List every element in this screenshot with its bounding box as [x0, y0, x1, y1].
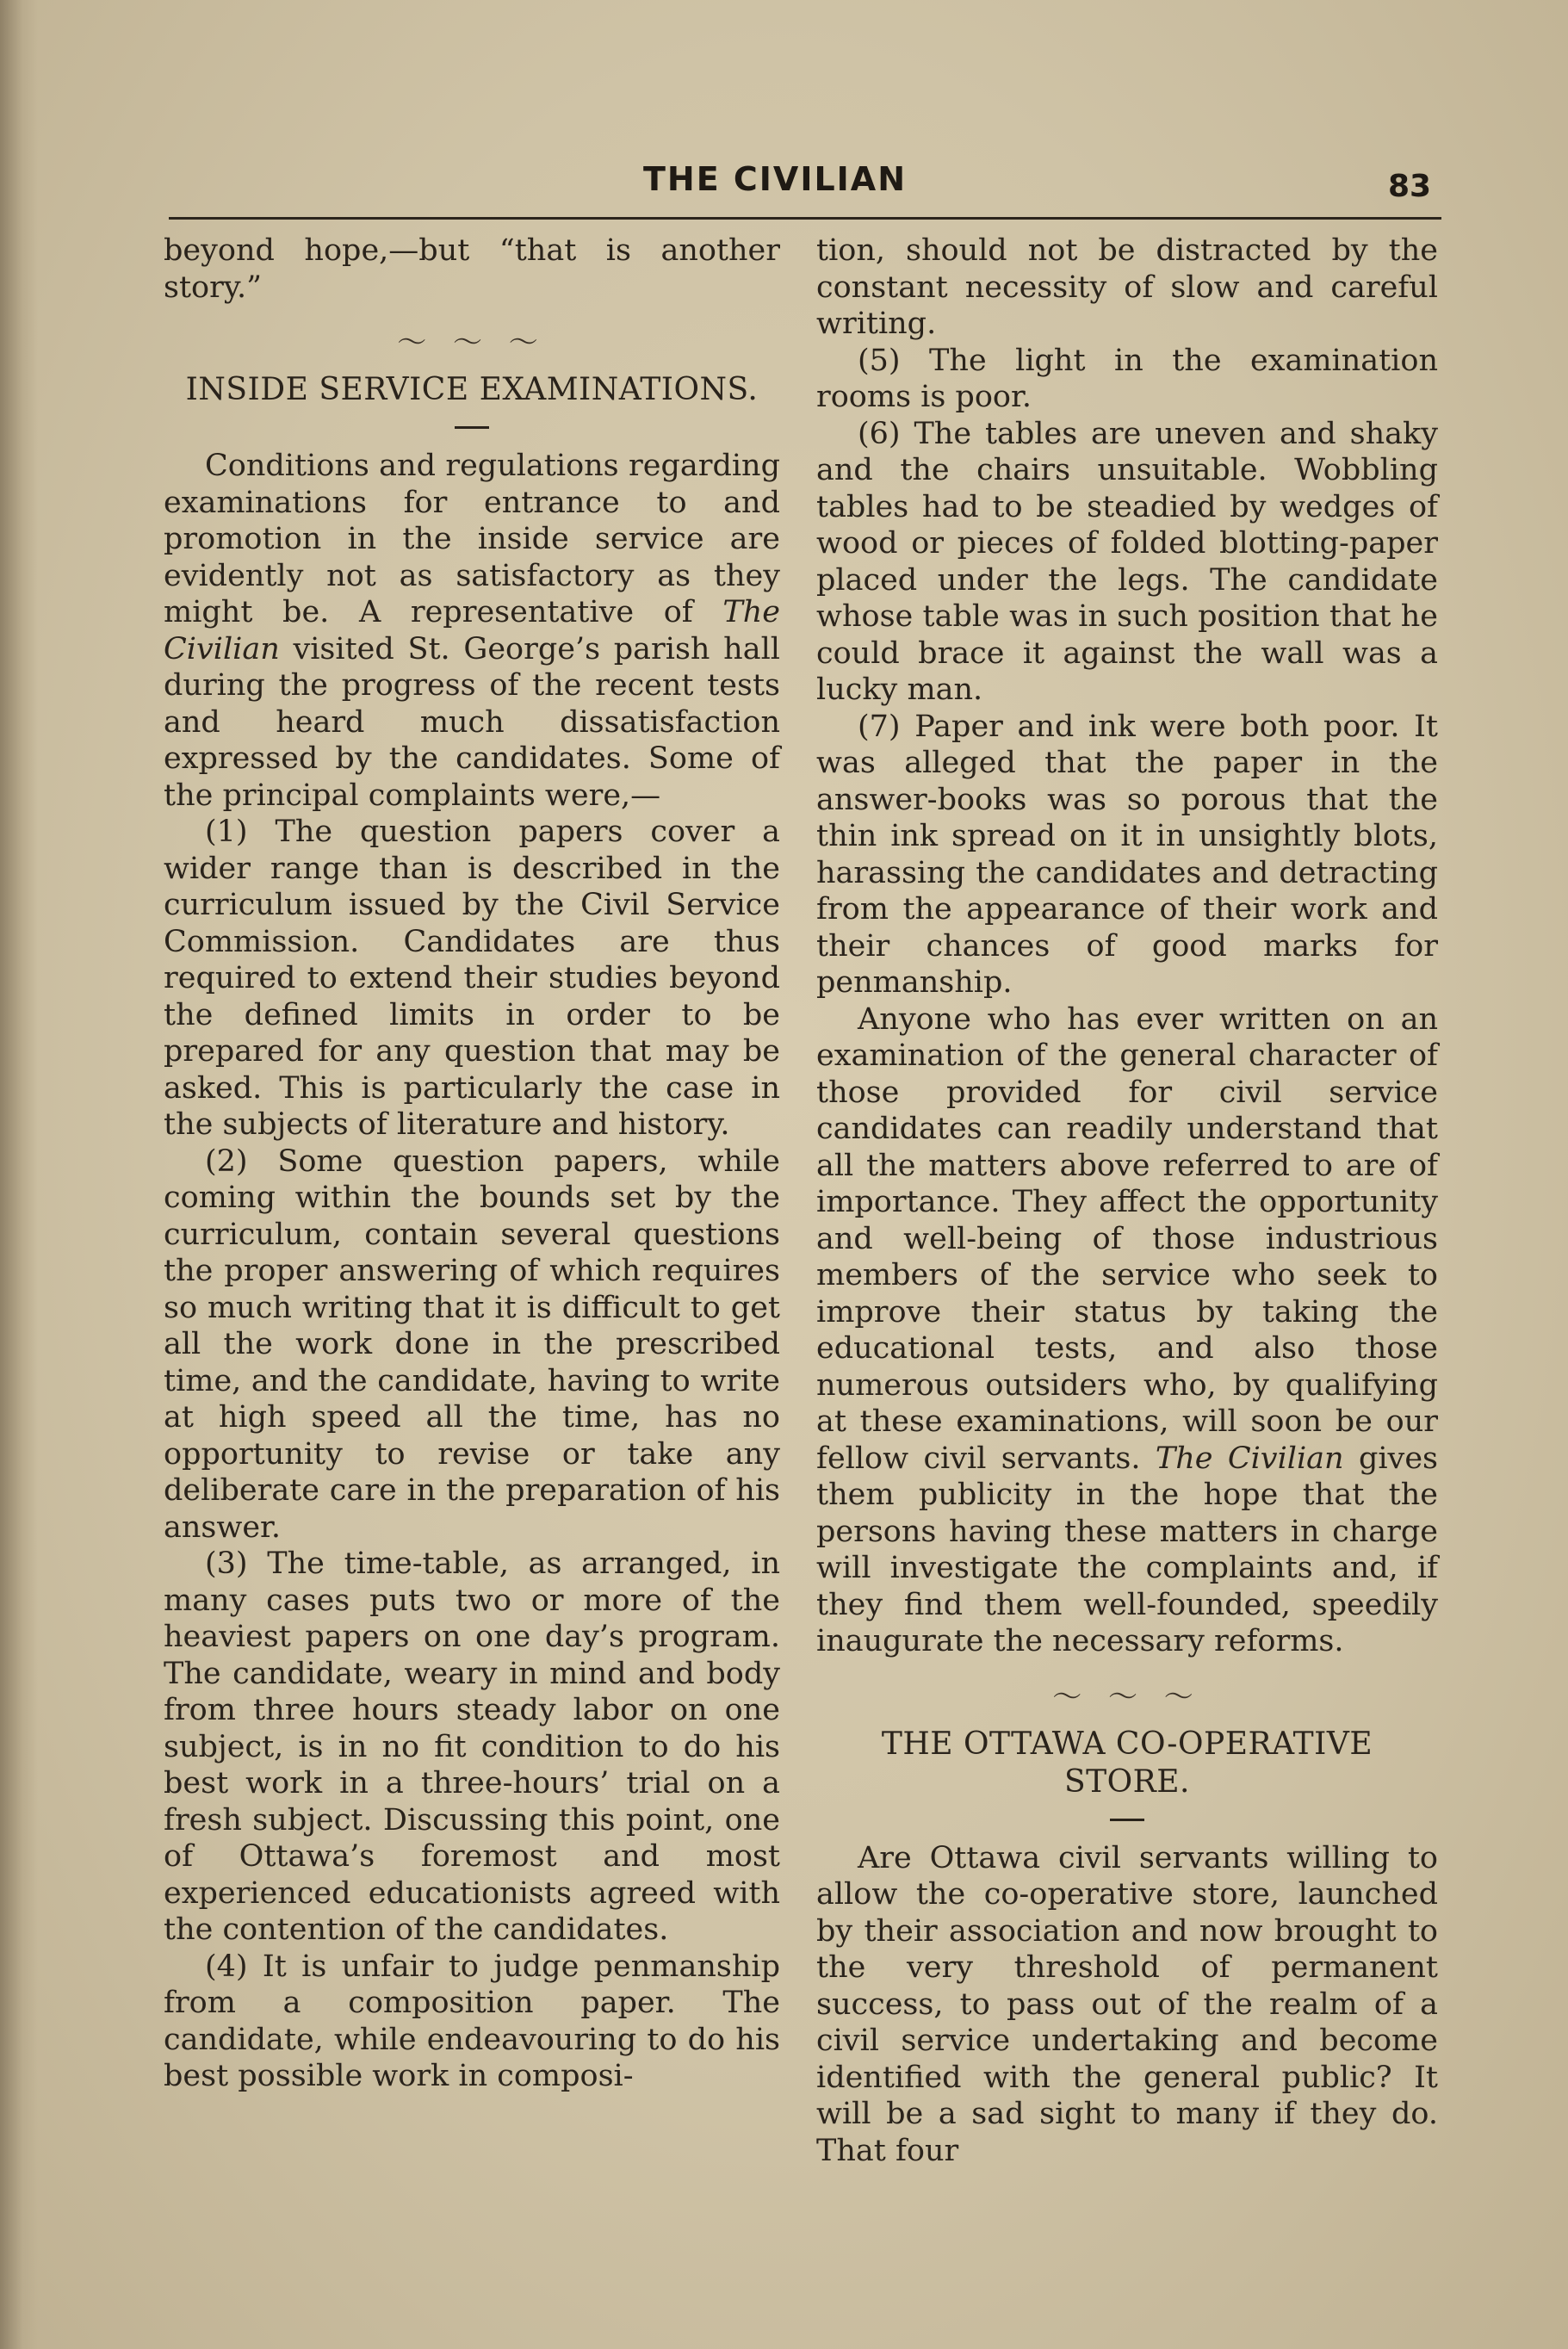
binding-shadow [0, 0, 38, 2349]
complaint-1: (1) The question papers cover a wider range than is described in the curriculum issued by the Civil Service Commission. Candidates are thus required to extend their studies beyond the defined limits in order to be prepared for any question that may be asked. This is particularly the case in the subjects of literature and history. [164, 815, 780, 1142]
publication-name: The Civilian [164, 595, 780, 666]
intro-paragraph: Conditions and regulations regarding examinations for entrance to and promotion in the inside service are evidently not as satisfactory as they might be. A representative of The Civilian visited St. George’s parish hall during the progress of the recent tests and heard much dissatisfaction expressed by the candidates. Some of the principal complaints were,— [164, 449, 780, 813]
complaint-3: (3) The time-table, as arranged, in many cases puts two or more of the heaviest papers on one day’s program. The candidate, weary in mind and body from three hours steady labor on one subject, is in no fit condition to do his best work in a three-hours’ trial on a fresh subject. Discussing this point, one of Ottawa’s foremost and most experienced educationists agreed with the contention of the candidates. [164, 1546, 780, 1947]
article-heading: INSIDE SERVICE EXAMINATIONS. [185, 372, 759, 407]
complaint-7: (7) Paper and ink were both poor. It was alleged that the paper in the answer-books was so porous that the thin ink spread on it in unsightly blots, harassing the candidates and detracting from the appearance of their work and their chances of good marks for penmanship. [816, 709, 1438, 1000]
header-rule [169, 217, 1441, 220]
complaint-2: (2) Some question papers, while coming within the bounds set by the curriculum, contain several questions the proper answering of which requires so much writing that it is difficult to get all the work done in the prescribed time, and the candidate, having to write at high speed all the time, has no opportunity to revise or take any deliberate care in the preparation of his answer. [164, 1144, 780, 1545]
store-paragraph: Are Ottawa civil servants willing to allow the co-operative store, launched by their association and now brought to the very threshold of permanent success, to pass out of the realm of a civil service undertaking and become identified with the general public? It will be a sad sight to many if they do. That four [816, 1840, 1438, 2168]
running-header-title: THE CIVILIAN [642, 160, 908, 198]
right-column [816, 232, 1438, 2169]
left-column [164, 232, 780, 2095]
complaint-4-end: tion, should not be distracted by the constant necessity of slow and careful writing. [816, 233, 1438, 341]
conclusion-paragraph: Anyone who has ever written on an examination of the general character of those provided for civil service candidates can readily understand that all the matters above referred to are of importance. They affect the opportunity and well-being of those industrious members of the service who seek to improve their status by taking the educational tests, and also those numerous outsiders who, by qualifying at these examinations, will soon be our fellow civil servants. The Civilian gives them publicity in the hope that the persons having these matters in charge will investigate the complaints and, if they find them well-founded, speedily inaugurate the necessary reforms. [816, 1001, 1438, 1658]
section-ornament: 〜 〜 〜 [1052, 1679, 1202, 1714]
page-number: 83 [1388, 169, 1432, 204]
heading-dash [1110, 1819, 1144, 1821]
complaint-5: (5) The light in the examination rooms is poor. [816, 343, 1438, 414]
complaint-6: (6) The tables are uneven and shaky and the chairs unsuitable. Wobbling tables had to be steadied by wedges of wood or pieces of folded blotting-paper placed under the legs. The candidate whose table was in such position that he could brace it against the wall was a lucky man. [816, 416, 1438, 707]
section-ornament: 〜 〜 〜 [397, 325, 547, 360]
article-heading-2: THE OTTAWA CO-OPERATIVE STORE. [881, 1726, 1373, 1800]
heading-dash [455, 426, 489, 429]
continuation-text: beyond hope,—but “that is another story.” [164, 233, 780, 305]
publication-name: The Civilian [1155, 1441, 1344, 1476]
complaint-4-start: (4) It is unfair to judge penmanship from a composition paper. The candidate, while endeavouring to do his best possible work in composi- [164, 1949, 780, 2093]
